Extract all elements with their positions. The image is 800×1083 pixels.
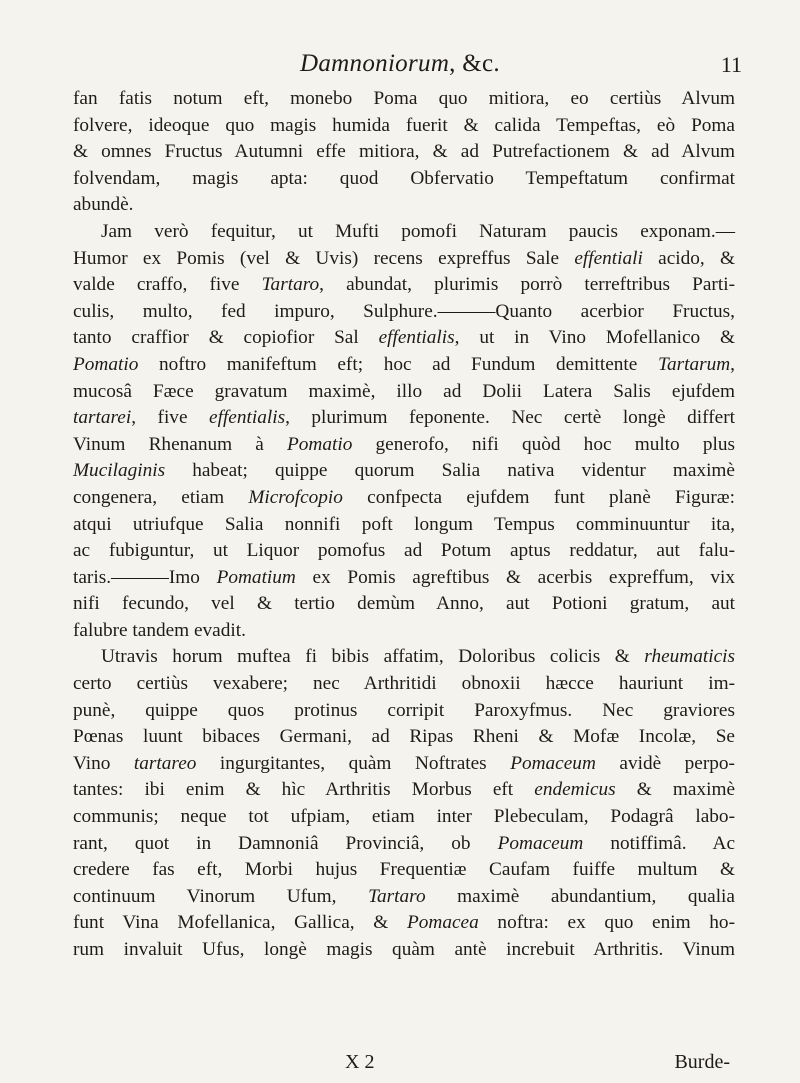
text-run: folvere, ideoque quo magis humida fuerit & calida Tempeftas, eò Poma — [73, 114, 735, 136]
italic-term: Pomatio — [73, 353, 139, 375]
italic-term: effentialis — [378, 327, 455, 349]
text-line — [73, 910, 735, 937]
text-run: ac fubiguntur, ut Liquor pomofus ad Potum aptus reddatur, aut falu- — [73, 540, 735, 562]
text-run: , abundat, plurimis porrò terreftribus Parti- — [319, 274, 735, 296]
italic-term: rheumaticis — [644, 646, 735, 668]
signature-mark: X 2 — [345, 1051, 375, 1073]
text-run: punè, quippe quos protinus corripit Paroxyfmus. Nec graviores — [73, 699, 735, 721]
text-line — [73, 166, 735, 193]
text-line — [73, 485, 735, 512]
italic-term: Pomaceum — [497, 832, 584, 854]
text-run: Pœnas luunt bibaces Germani, ad Ripas Rheni & Mofæ Incolæ, Se — [73, 726, 735, 748]
italic-term: Pomacea — [406, 912, 479, 934]
text-line — [73, 591, 735, 618]
text-run: ex Pomis agreftibus & acerbis expreffum, vix — [295, 566, 735, 588]
page-header — [0, 50, 800, 84]
text-run: tantes: ibi enim & hìc Arthritis Morbus eft — [73, 779, 535, 801]
text-run: valde craffo, five — [73, 274, 262, 296]
text-line — [73, 937, 735, 964]
text-line — [73, 751, 735, 778]
text-run: , plurimum feponente. Nec certè longè differt — [285, 407, 735, 429]
text-run: rant, quot in Damnoniâ Provinciâ, ob — [73, 832, 498, 854]
text-run: noftra: ex quo enim ho- — [478, 912, 735, 934]
text-run: folvendam, magis apta: quod Obfervatio Tempeftatum confirmat — [73, 167, 735, 189]
text-line — [73, 512, 735, 539]
text-line — [73, 538, 735, 565]
text-line — [73, 432, 735, 459]
italic-term: Pomatio — [287, 433, 353, 455]
running-head-title: Damnoniorum — [300, 50, 450, 77]
text-run: Jam verò fequitur, ut Mufti pomofi Naturam paucis exponam.— — [101, 220, 735, 242]
text-line — [73, 618, 735, 645]
text-run: continuum Vinorum Ufum, — [73, 885, 369, 907]
italic-term: Tartaro — [368, 885, 426, 907]
text-run: tanto craffior & copiofior Sal — [73, 327, 379, 349]
page-footer — [0, 1051, 800, 1079]
text-run: falubre tandem evadit. — [73, 619, 246, 641]
text-line — [73, 644, 735, 671]
text-line — [73, 565, 735, 592]
text-run: credere fas eft, Morbi hujus Frequentiæ Caufam fuiffe multum & — [73, 859, 735, 881]
text-line — [73, 831, 735, 858]
italic-term: effentiali — [574, 247, 643, 269]
text-run: notiffimâ. Ac — [583, 832, 736, 854]
text-line — [73, 405, 735, 432]
italic-term: endemicus — [534, 779, 616, 801]
catchword: Burde- — [674, 1051, 730, 1073]
text-run: certo certiùs vexabere; nec Arthritidi obnoxii hæcce hauriunt im- — [73, 673, 735, 695]
text-line — [73, 379, 735, 406]
text-run: acido, & — [642, 247, 735, 269]
text-run: avidè perpo- — [595, 752, 735, 774]
text-run: funt Vina Mofellanica, Gallica, & — [73, 912, 407, 934]
text-line — [73, 246, 735, 273]
text-run: fan fatis notum eft, monebo Poma quo mitiora, eo certiùs Alvum — [73, 88, 735, 109]
text-line — [73, 272, 735, 299]
text-run: generofo, nifi quòd hoc multo plus — [352, 433, 735, 455]
text-run: communis; neque tot ufpiam, etiam inter Plebeculam, Podagrâ labo- — [73, 806, 735, 828]
italic-term: Mucilaginis — [73, 460, 166, 482]
text-run: ingurgitantes, quàm Noftrates — [196, 752, 511, 774]
text-run: Vinum Rhenanum à — [73, 433, 287, 455]
italic-term: effentialis — [209, 407, 286, 429]
italic-term: Tartaro — [261, 274, 320, 296]
text-run: noftro manifeftum eft; hoc ad Fundum demittente — [138, 353, 658, 375]
italic-term: Pomatium — [216, 566, 296, 588]
text-run: maximè abundantium, qualia — [425, 885, 735, 907]
italic-term: Tartarum — [658, 353, 731, 375]
text-run: habeat; quippe quorum Salia nativa videntur maximè — [165, 460, 735, 482]
text-run: & omnes Fructus Autumni effe mitiora, & ad Putrefactionem & ad Alvum — [73, 141, 735, 163]
text-run: rum invaluit Ufus, longè magis quàm antè increbuit Arthritis. Vinum — [73, 939, 735, 960]
text-line — [73, 777, 735, 804]
text-line — [73, 352, 735, 379]
text-line — [73, 884, 735, 911]
text-run: mucosâ Fæce gravatum maximè, illo ad Dolii Latera Salis ejufdem — [73, 380, 735, 402]
italic-term: Microfcopio — [248, 486, 343, 508]
text-run: & maximè — [615, 779, 735, 801]
running-head — [0, 50, 800, 78]
page-number: 11 — [720, 52, 742, 77]
text-run: Humor ex Pomis (vel & Uvis) recens expreffus Sale — [73, 247, 575, 269]
text-line — [73, 86, 735, 113]
text-run: taris.———Imo — [73, 566, 217, 588]
text-line — [73, 724, 735, 751]
text-line — [73, 325, 735, 352]
text-run: abundè. — [73, 194, 134, 216]
text-line — [73, 299, 735, 326]
text-line — [73, 698, 735, 725]
text-run: nifi fecundo, vel & tertio demùm Anno, aut Potioni gratum, aut — [73, 593, 735, 615]
text-line — [73, 192, 735, 219]
text-line — [73, 139, 735, 166]
text-run: Utravis horum muftea fi bibis affatim, Doloribus colicis & — [101, 646, 645, 668]
text-run: atqui utriufque Salia nonnifi poft longum Tempus comminuuntur ita, — [73, 513, 735, 535]
text-line — [73, 804, 735, 831]
text-run: , ut in Vino Mofellanico & — [454, 327, 736, 349]
text-run: confpecta ejufdem funt planè Figuræ: — [342, 486, 735, 508]
italic-term: tartareo — [133, 752, 197, 774]
italic-term: tartarei — [73, 407, 132, 429]
text-line — [73, 219, 735, 246]
text-line — [73, 113, 735, 140]
text-line — [73, 857, 735, 884]
text-run: , five — [131, 407, 210, 429]
text-run: Vino — [73, 752, 134, 774]
body-text — [73, 86, 735, 964]
text-run: culis, multo, fed impuro, Sulphure.———Quanto acerbior Fructus, — [73, 300, 735, 322]
running-head-suffix: , &c. — [449, 50, 500, 77]
text-run: , — [730, 353, 735, 375]
text-line — [73, 671, 735, 698]
italic-term: Pomaceum — [510, 752, 596, 774]
text-line — [73, 458, 735, 485]
text-run: congenera, etiam — [73, 486, 249, 508]
